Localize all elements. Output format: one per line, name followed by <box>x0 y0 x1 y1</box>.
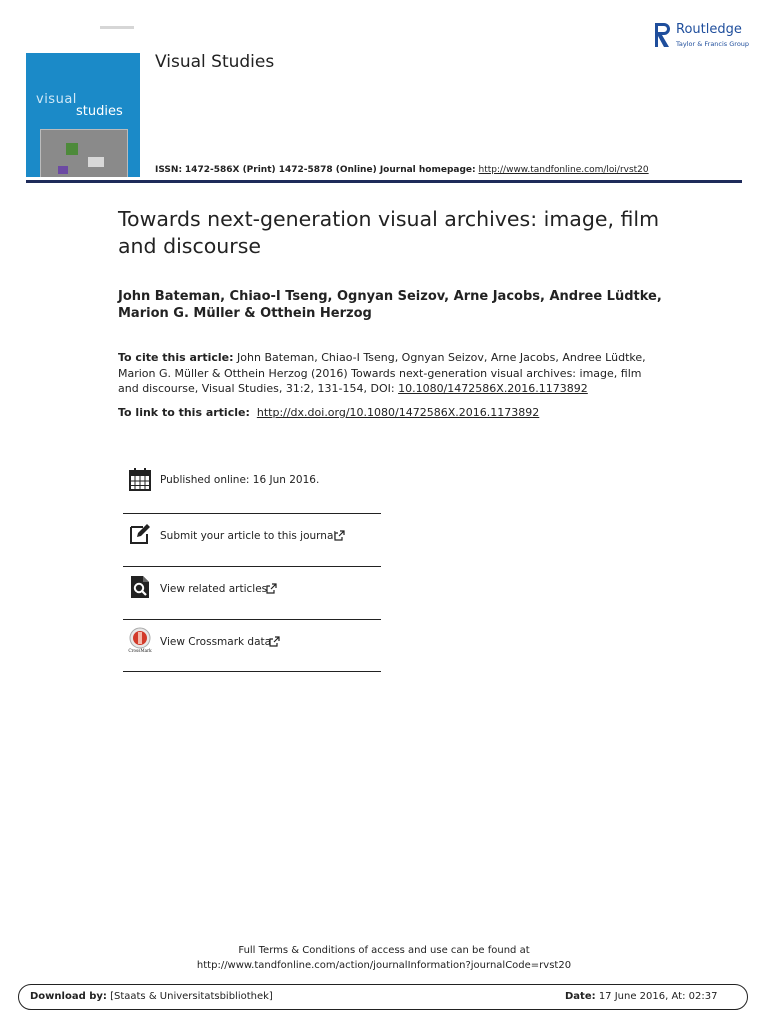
terms-url[interactable]: http://www.tandfonline.com/action/journalInformation?journalCode=rvst20 <box>196 960 572 971</box>
row-divider <box>123 513 381 514</box>
article-link-label: To link to this article: <box>118 406 250 419</box>
cover-header-text <box>100 26 134 29</box>
crossmark-label[interactable]: View Crossmark data <box>160 636 272 648</box>
routledge-logo-icon <box>653 21 673 49</box>
cover-artwork-detail <box>58 166 68 174</box>
crossmark-icon <box>127 627 153 653</box>
cover-word-visual: visual <box>36 92 77 107</box>
issn-line <box>155 165 649 175</box>
row-divider <box>123 566 381 567</box>
date-value: 17 June 2016, At: 02:37 <box>598 991 718 1002</box>
row-divider <box>123 619 381 620</box>
issn-label: ISSN: <box>155 165 183 175</box>
article-title: Towards next-generation visual archives: image, film and discourse <box>118 207 660 258</box>
external-link-icon <box>334 530 345 541</box>
cover-artwork-detail <box>66 143 78 155</box>
related-articles-label[interactable]: View related articles <box>160 583 268 595</box>
row-divider <box>123 671 381 672</box>
external-link-icon <box>269 636 280 647</box>
article-authors: John Bateman, Chiao-I Tseng, Ognyan Seizov, Arne Jacobs, Andree Lüdtke, Marion G. Müller & Otthein Herzog <box>118 289 662 321</box>
crossmark-icon-text: CrossMark <box>128 648 152 653</box>
calendar-icon <box>127 466 153 492</box>
article-link-line <box>118 406 539 419</box>
crossmark-row[interactable] <box>123 627 381 680</box>
journal-title: Visual Studies <box>155 52 275 72</box>
document-search-icon <box>127 574 153 600</box>
cover-artwork-detail <box>88 157 104 167</box>
citation-label: To cite this article: <box>118 351 234 364</box>
publisher-group: Taylor & Francis Group <box>676 40 750 48</box>
journal-cover-image <box>26 53 140 177</box>
citation-text: John Bateman, Chiao-I Tseng, Ognyan Seizov, Arne Jacobs, Andree Lüdtke, Marion G. Müller & Otthein Herzog (2016) Towards next-generation visual archives: image, film and discourse, Visual Studies, 31:2, 131-154, DOI: <box>118 351 646 395</box>
article-doi-url-link[interactable]: http://dx.doi.org/10.1080/1472586X.2016.1173892 <box>256 406 540 419</box>
journal-homepage-link[interactable]: http://www.tandfonline.com/loi/rvst20 <box>478 165 649 175</box>
issn-text: 1472-586X (Print) 1472-5878 (Online) Journal homepage: <box>184 165 476 175</box>
download-by <box>30 991 273 1002</box>
terms-block <box>0 943 768 973</box>
header-rule <box>26 180 742 183</box>
download-label: Download by: <box>30 991 107 1002</box>
cover-artwork <box>40 129 128 177</box>
published-online-label: Published online: 16 Jun 2016. <box>160 474 320 486</box>
date-label: Date: <box>565 991 596 1002</box>
external-link-icon <box>266 583 277 594</box>
citation-block <box>118 350 658 397</box>
doi-link[interactable]: 10.1080/1472586X.2016.1173892 <box>398 382 588 395</box>
edit-icon <box>127 521 153 547</box>
terms-line: Full Terms & Conditions of access and use can be found at <box>238 945 530 956</box>
cover-word-studies: studies <box>76 104 123 119</box>
submit-article-label[interactable]: Submit your article to this journal <box>160 530 337 542</box>
download-value: [Staats & Universitatsbibliothek] <box>110 991 273 1002</box>
published-online-row <box>123 466 381 519</box>
download-date <box>565 991 717 1002</box>
publisher-name: Routledge <box>676 22 742 37</box>
